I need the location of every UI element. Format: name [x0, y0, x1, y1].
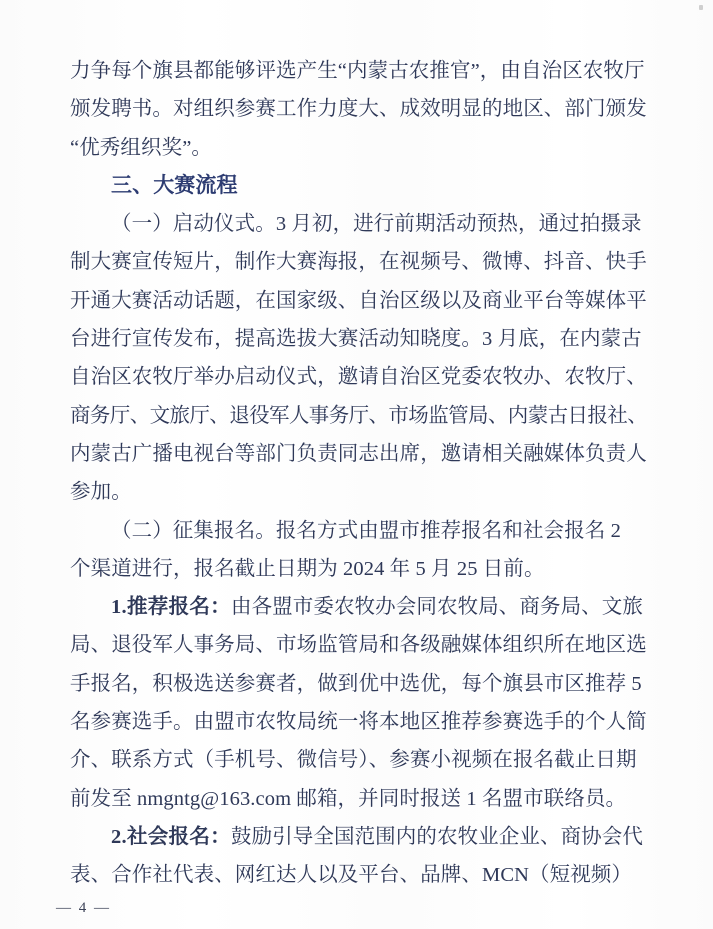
- text-line: 台进行宣传发布，提高选拔大赛活动知晓度。3 月底，在内蒙古: [70, 328, 642, 351]
- paragraph-lead: 1.推荐报名：: [111, 596, 231, 619]
- text-line: 名参赛选手。由盟市农牧局统一将本地区推荐参赛选手的个人简: [70, 711, 647, 734]
- paragraph-text: 由各盟市委农牧办会同农牧局、商务局、文旅: [230, 596, 643, 619]
- text-line: “优秀组织奖”。: [70, 136, 212, 159]
- paragraph-first-line: [70, 205, 652, 243]
- text-line: 参加。: [70, 481, 132, 504]
- text-line: 商务厅、文旅厅、退役军人事务厅、市场监管局、内蒙古日报社、: [70, 404, 648, 427]
- text-line: 颁发聘书。对组织参赛工作力度大、成效明显的地区、部门颁发: [70, 98, 647, 121]
- document-page: [70, 52, 652, 895]
- page-number: — 4 —: [56, 900, 111, 916]
- text-line: 开通大赛活动话题，在国家级、自治区级以及商业平台等媒体平: [70, 289, 647, 312]
- text-line: 介、联系方式（手机号、微信号）、参赛小视频在报名截止日期: [70, 749, 637, 772]
- text-line: 个渠道进行，报名截止日期为 2024 年 5 月 25 日前。: [70, 557, 545, 580]
- paragraph-text: 3 月初，进行前期活动预热，通过拍摄录: [275, 213, 642, 236]
- paragraph-text: 报名方式由盟市推荐报名和社会报名 2: [275, 519, 621, 542]
- text-line: 自治区农牧厅举办启动仪式，邀请自治区党委农牧办、农牧厅、: [70, 366, 647, 389]
- text-line: 表、合作社代表、网红达人以及平台、品牌、MCN（短视频）: [70, 864, 633, 887]
- text-line: 制大赛宣传短片，制作大赛海报，在视频号、微博、抖音、快手: [70, 251, 647, 274]
- paragraph-first-line: [70, 818, 652, 856]
- paragraph-lead: （一）启动仪式。: [111, 213, 276, 236]
- scan-artifact: [699, 5, 703, 10]
- paragraph-first-line: [70, 512, 652, 550]
- paragraph-text: 鼓励引导全国范围内的农牧业企业、商协会代: [230, 825, 643, 848]
- paragraph-lead: （二）征集报名。: [111, 519, 276, 542]
- text-line: 手报名，积极选送参赛者，做到优中选优，每个旗县市区推荐 5: [70, 672, 642, 695]
- section-heading: 三、大赛流程: [111, 173, 238, 197]
- text-line: 内蒙古广播电视台等部门负责同志出席，邀请相关融媒体负责人: [70, 442, 647, 465]
- text-line: 局、退役军人事务局、市场监管局和各级融媒体组织所在地区选: [70, 634, 647, 657]
- paragraph-first-line: [70, 588, 652, 626]
- text-line: 力争每个旗县都能够评选产生“内蒙古农推官”，由自治区农牧厅: [70, 60, 645, 82]
- paragraph-lead: 2.社会报名：: [111, 825, 231, 848]
- text-line: 前发至 nmgntg@163.com 邮箱，并同时报送 1 名盟市联络员。: [70, 787, 627, 810]
